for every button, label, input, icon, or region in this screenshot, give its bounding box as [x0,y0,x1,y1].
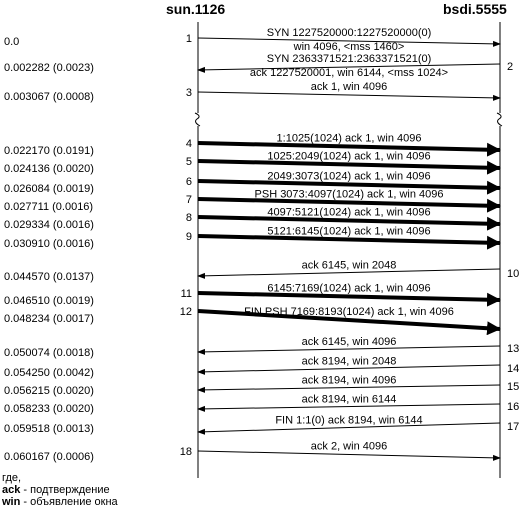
segment-label: FIN,PSH 7169:8193(1024) ack 1, win 4096 [244,306,454,318]
segment-row [4,27,500,53]
segment-label: ack 2, win 4096 [310,440,388,453]
timestamp: 0.003067 (0.0008) [4,91,94,103]
legend-ack [2,484,118,496]
timestamp: 0.050074 (0.0018) [4,347,94,359]
segment-label: 1025:2049(1024) ack 1, win 4096 [267,150,431,163]
host-label-sun: sun.1126 [166,1,226,17]
segment-number: 4 [185,138,192,150]
segment-number: 14 [507,363,520,375]
timestamp: 0.054250 (0.0042) [4,367,94,379]
segment-number: 16 [507,401,520,413]
segment-row [4,441,500,464]
segment-number: 3 [185,87,192,99]
timestamp: 0.030910 (0.0016) [4,238,94,250]
segment-label: 1:1025(1024) ack 1, win 4096 [276,132,422,145]
segment-row [4,283,500,308]
segment-row [4,306,500,329]
timestamp: 0.059518 (0.0013) [4,423,94,435]
timestamp: 0.026084 (0.0019) [4,183,94,195]
segment-label: win 4096, <mss 1460> [293,41,405,53]
segment-number: 15 [507,381,520,393]
segment-label: ack 6145, win 2048 [301,259,397,272]
timestamp: 0.060167 (0.0006) [4,451,94,463]
segment-number: 2 [507,61,514,73]
segment-label: ack 8194, win 4096 [301,374,397,387]
timestamp: 0.0 [4,36,20,48]
timeline-break-left [195,113,200,126]
legend-ack-term: ack [2,484,21,496]
legend-ack-desc: - подтверждение [20,484,110,496]
segment-label: 5121:6145(1024) ack 1, win 4096 [267,225,431,238]
segment-row [4,336,519,359]
segment-number: 6 [185,176,192,188]
segment-label: 4097:5121(1024) ack 1, win 4096 [267,206,431,219]
timestamp: 0.048234 (0.0017) [4,313,94,325]
segment-number: 1 [185,33,192,45]
segment-label: 6145:7169(1024) ack 1, win 4096 [267,282,431,295]
segment-number: 10 [507,268,520,280]
segment-label: 2049:3073(1024) ack 1, win 4096 [267,170,431,183]
segment-number: 9 [185,231,192,243]
timestamp: 0.046510 (0.0019) [4,295,94,307]
segment-label: ack 8194, win 6144 [301,393,397,406]
segment-number: 13 [507,343,520,355]
segment-number: 17 [507,421,520,433]
legend-win-desc: - объявление окна [20,496,118,508]
segment-number: 12 [179,306,192,318]
timeline-break-right [497,113,502,126]
segment-label: ack 6145, win 4096 [301,336,397,348]
segment-row [4,356,519,380]
segment-label: SYN 1227520000:1227520000(0) [266,27,432,39]
segment-row [4,53,513,79]
timestamp: 0.029334 (0.0016) [4,219,94,231]
segment-number: 5 [185,156,192,168]
timestamp: 0.024136 (0.0020) [4,163,94,175]
segment-row [4,81,500,103]
timestamp: 0.044570 (0.0137) [4,271,94,283]
timestamp: 0.056215 (0.0020) [4,385,94,397]
segment-label: ack 8194, win 2048 [301,355,397,368]
timestamp: 0.022170 (0.0191) [4,145,94,157]
segment-number: 18 [179,446,192,458]
legend-win [2,496,118,508]
segment-label: ack 1, win 4096 [310,81,388,93]
legend-intro: где, [2,472,22,484]
segment-number: 11 [180,288,192,300]
segment-row [4,260,519,284]
segment-label: SYN 2363371521:2363371521(0) [266,53,432,65]
segment-label: PSH 3073:4097(1024) ack 1, win 4096 [254,188,444,201]
segment-label: ack 1227520001, win 6144, <mss 1024> [249,67,449,79]
legend [2,472,118,508]
segment-number: 7 [185,194,192,206]
segment-number: 8 [185,212,192,224]
timestamp: 0.058233 (0.0020) [4,403,94,415]
host-label-bsdi: bsdi.5555 [443,1,507,17]
segment-label: FIN 1:1(0) ack 8194, win 6144 [275,414,423,427]
legend-win-term: win [2,496,21,508]
segment-row [4,415,519,436]
timestamp: 0.002282 (0.0023) [4,62,94,74]
timestamp: 0.027711 (0.0016) [4,201,94,213]
